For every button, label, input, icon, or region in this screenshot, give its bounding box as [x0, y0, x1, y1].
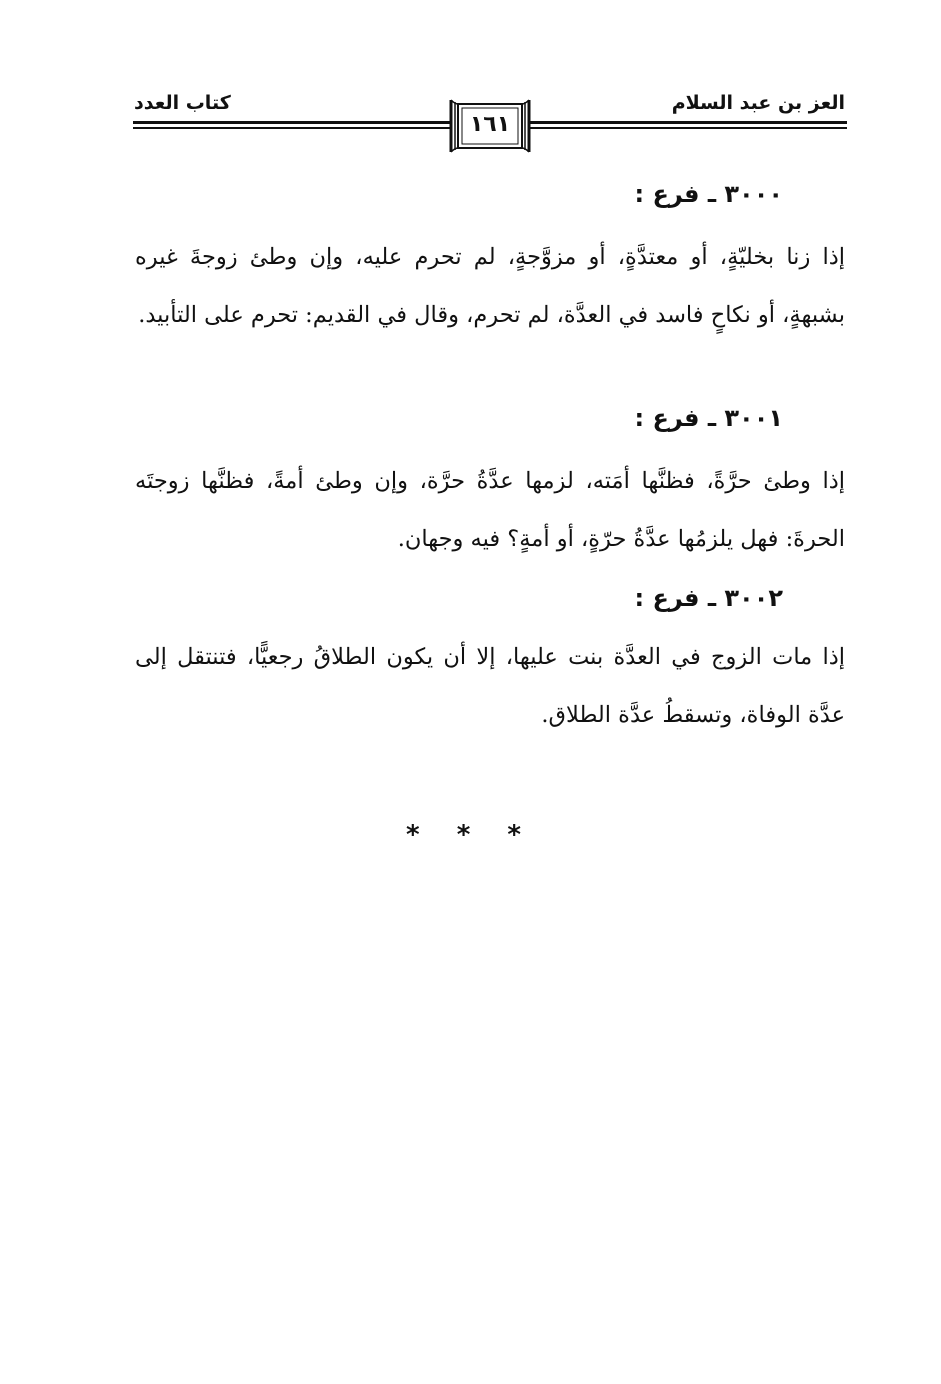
section-text-3001: إذا وطئ حرَّةً، فظنَّها أمَته، لزمها عدَّةُ حرَّة، وإن وطئ أمةً، فظنَّها زوجتَه الحرةَ: فهل يلزمُها عدَّةُ حرّةٍ، أو أمةٍ؟ فيه وجهان. — [135, 468, 845, 552]
header-author: العز بن عبد السلام — [671, 92, 845, 114]
header-rule-left-top — [133, 121, 450, 124]
section-text-3000: إذا زنا بخليّةٍ، أو معتدَّةٍ، أو مزوَّجةٍ، لم تحرم عليه، وإن وطئ زوجةَ غيره بشبهةٍ، أو نكاحٍ فاسد في العدَّة، لم تحرم، وقال في القديم: تحرم على التأبيد. — [135, 244, 845, 328]
section-title-3000: ٣٠٠٠ ـ فرع : — [634, 180, 783, 208]
section-text-3002: إذا مات الزوج في العدَّة بنت عليها، إلا أن يكون الطلاقُ رجعيًّا، فتنتقل إلى عدَّة الوفاة، وتسقطُ عدَّة الطلاق. — [135, 644, 845, 728]
header-book-section: كتاب العدد — [134, 92, 231, 114]
header-rule-right-bottom — [530, 127, 847, 129]
section-title-3002: ٣٠٠٢ ـ فرع : — [634, 584, 783, 612]
section-separator: * * * — [406, 820, 535, 850]
section-title-3001: ٣٠٠١ ـ فرع : — [634, 404, 783, 432]
page-number: ١٦١ — [469, 112, 511, 137]
header-rule-left-bottom — [133, 127, 450, 129]
header-rule-right-top — [530, 121, 847, 124]
